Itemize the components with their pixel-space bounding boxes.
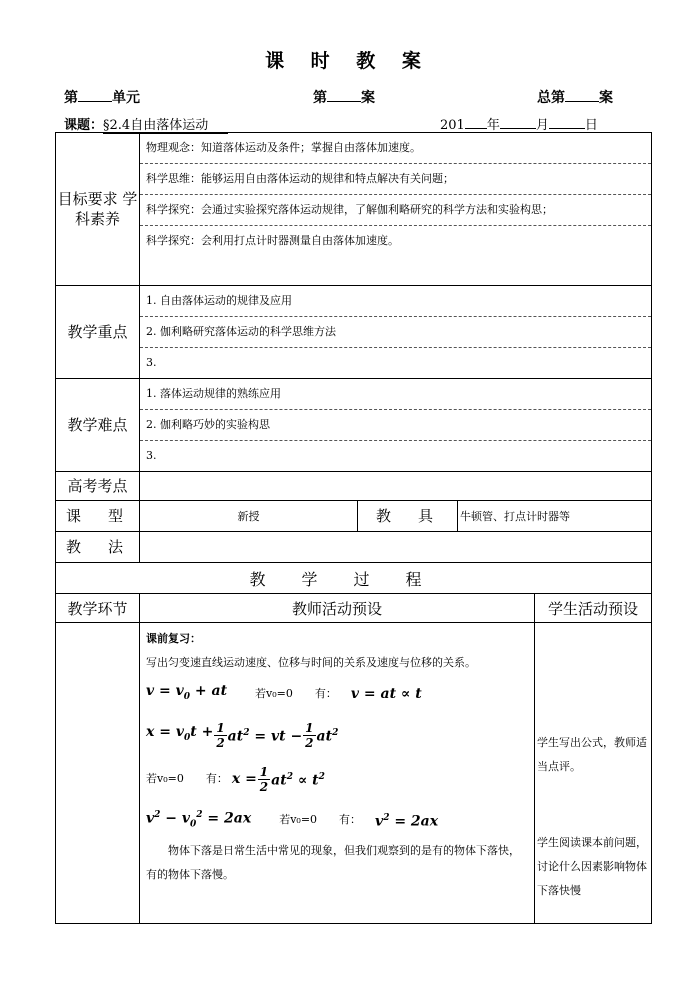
difficulties-label: 教学难点 bbox=[56, 379, 140, 472]
process-title: 教学过程 bbox=[56, 563, 652, 594]
intro-text: 物体下落是日常生活中常见的现象，但我们观察到的是有的物体下落快，有的物体下落慢。 bbox=[146, 844, 520, 881]
student-column-header: 学生活动预设 bbox=[535, 594, 652, 623]
lesson-type-value: 新授 bbox=[140, 501, 358, 532]
lesson-number-field: 第 案 bbox=[313, 87, 375, 107]
objective-item: 物理观念：知道落体运动及条件；掌握自由落体加速度。 bbox=[146, 141, 421, 154]
lesson-type-label: 课 型 bbox=[56, 501, 140, 532]
page-title: 课 时 教 案 bbox=[265, 50, 431, 72]
date-field: 201 年 月 日 bbox=[440, 114, 598, 133]
objective-item: 科学探究：会通过实验探究落体运动规律，了解伽利略研究的科学方法和实验构思； bbox=[140, 194, 651, 225]
unit-field: 第 单元 bbox=[64, 87, 140, 107]
review-text: 写出匀变速直线运动速度、位移与时间的关系及速度与位移的关系。 bbox=[146, 656, 476, 669]
student-note: 学生阅读课本前问题，讨论什么因素影响物体下落快慢 bbox=[537, 836, 647, 897]
key-point-item: 1. 自由落体运动的规律及应用 bbox=[146, 294, 292, 307]
formula-displacement: $x = v_0t$ + $\frac{1}{2}$ $at^2$ = vt − $\frac{1}{2}$ $at^2$ bbox=[146, 720, 339, 750]
total-number-field: 总第 案 bbox=[537, 87, 613, 107]
formula-velocity-displacement: $v^2 - v_0^2 = 2ax$ 若v₀=0 有： $v^2 = 2ax$ bbox=[146, 810, 439, 830]
topic-value: §2.4自由落体运动 bbox=[103, 114, 228, 134]
student-activity-cell bbox=[535, 623, 652, 924]
teacher-activity-cell bbox=[140, 623, 535, 924]
key-point-item: 2. 伽利略研究落体运动的科学思维方法 bbox=[140, 316, 651, 347]
student-note: 学生写出公式，教师适当点评。 bbox=[537, 736, 647, 773]
difficulty-item: 1. 落体运动规律的熟练应用 bbox=[146, 387, 281, 400]
method-value bbox=[140, 532, 652, 563]
formula-velocity: $v = v_0$ + at 若v₀=0 有： v = at ∝ t bbox=[146, 683, 422, 702]
objective-item: 科学思维：能够运用自由落体运动的规律和特点解决有关问题； bbox=[140, 163, 651, 194]
exam-points-label: 高考考点 bbox=[56, 472, 140, 501]
formula-displacement-zero: 若v₀=0 有： x = $\frac{1}{2}$ $at^2 \propto t^2$ bbox=[146, 764, 325, 794]
difficulty-item: 3. bbox=[140, 440, 651, 471]
stage-cell bbox=[56, 623, 140, 924]
tools-value: 牛顿管、打点计时器等 bbox=[458, 501, 652, 532]
key-points-label: 教学重点 bbox=[56, 286, 140, 379]
review-heading: 课前复习： bbox=[146, 632, 201, 645]
stage-column-header: 教学环节 bbox=[56, 594, 140, 623]
teacher-column-header: 教师活动预设 bbox=[140, 594, 535, 623]
method-label: 教 法 bbox=[56, 532, 140, 563]
difficulty-item: 2. 伽利略巧妙的实验构思 bbox=[140, 409, 651, 440]
topic-label: 课题： bbox=[64, 118, 104, 133]
key-point-item: 3. bbox=[140, 347, 651, 378]
lesson-plan-table bbox=[55, 132, 652, 924]
exam-points-value bbox=[140, 472, 652, 501]
objective-item: 科学探究：会利用打点计时器测量自由落体加速度。 bbox=[140, 225, 651, 256]
tools-label: 教 具 bbox=[358, 501, 458, 532]
topic-field bbox=[64, 114, 228, 134]
objectives-label: 目标要求 学科素养 bbox=[56, 133, 140, 286]
